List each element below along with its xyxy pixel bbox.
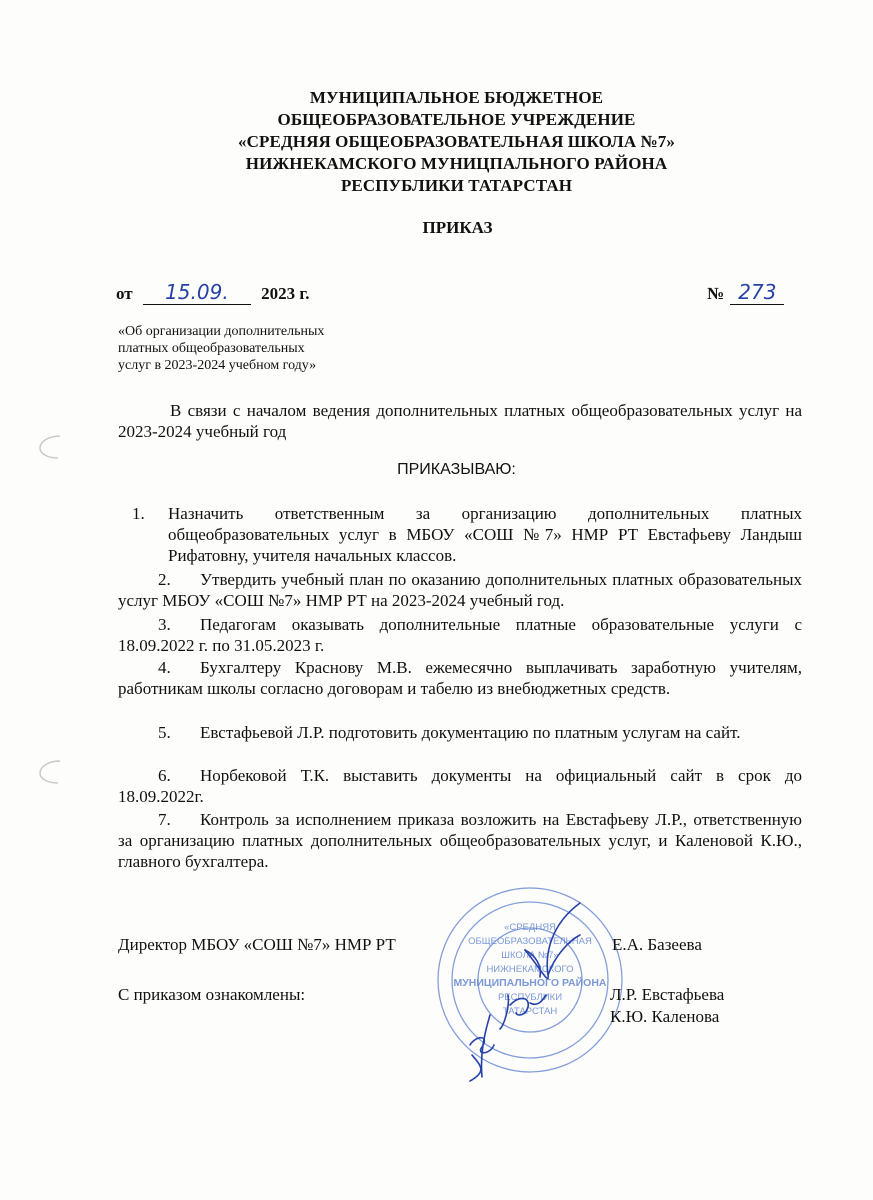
item-number: 6.	[158, 766, 171, 785]
order-item	[118, 569, 802, 611]
order-item	[118, 657, 802, 699]
order-date	[116, 282, 309, 305]
order-subject	[118, 323, 324, 374]
order-item	[118, 614, 802, 656]
item-text: Контроль за исполнением приказа возложить на Евстафьеву Л.Р., ответственную за организацию платных дополнительных общеобразовательных услуг, и Каленовой К.Ю., главного бухгалтера.	[118, 810, 802, 871]
item-text: Евстафьевой Л.Р. подготовить документацию по платным услугам на сайт.	[200, 723, 741, 742]
preamble-text: В связи с началом ведения дополнительных платных общеобразовательных услуг на 2023-2024 учебный год	[118, 401, 802, 441]
item-number: 4.	[158, 658, 171, 677]
order-item	[118, 765, 802, 807]
date-prefix: от	[116, 284, 133, 303]
header-line: МУНИЦИПАЛЬНОЕ БЮДЖЕТНОЕ	[309, 88, 604, 107]
order-number	[707, 282, 784, 305]
item-number: 7.	[158, 810, 171, 829]
handwritten-number: 273	[738, 280, 777, 304]
item-text: Норбековой Т.К. выставить документы на официальный сайт в срок до 18.09.2022г.	[118, 766, 802, 806]
item-text: Утвердить учебный план по оказанию дополнительных платных образовательных услуг МБОУ «СОШ №7» НМР РТ на 2023-2024 учебный год.	[118, 570, 802, 610]
director-signature-label: Директор МБОУ «СОШ №7» НМР РТ	[118, 935, 396, 954]
punch-hole-mark	[30, 432, 70, 462]
acknowledged-name: Л.Р. Евстафьева	[610, 985, 725, 1004]
stamp-line: ТАТАРСТАН	[502, 1006, 558, 1017]
stamp-line: РЕСПУБЛИКИ	[497, 992, 563, 1003]
order-directive	[0, 461, 873, 479]
item-text: Назначить ответственным за организацию дополнительных платных общеобразовательных услуг в МБОУ «СОШ №7» НМР РТ Евстафьеву Ландыш Рифатовну, учителя начальных классов.	[168, 504, 802, 565]
header-line: РЕСПУБЛИКИ ТАТАРСТАН	[340, 176, 573, 195]
preamble	[118, 400, 802, 442]
punch-hole-mark	[30, 757, 70, 787]
acknowledged-name: К.Ю. Каленова	[610, 1007, 720, 1026]
subject-line: услуг в 2023-2024 учебном году»	[118, 358, 317, 373]
order-item	[132, 503, 802, 566]
stamp-line: ШКОЛА №7»	[501, 950, 559, 961]
stamp-line: НИЖНЕКАМСКОГО	[486, 964, 574, 975]
stamp-line: ОБЩЕОБРАЗОВАТЕЛЬНАЯ	[468, 936, 592, 947]
stamp-line: МУНИЦИПАЛЬНОГО РАЙОНА	[453, 977, 607, 989]
handwritten-date: 15.09.	[165, 280, 229, 304]
item-number: 5.	[158, 723, 171, 742]
header-line: «СРЕДНЯЯ ОБЩЕОБРАЗОВАТЕЛЬНАЯ ШКОЛА №7»	[238, 132, 675, 151]
number-field	[730, 282, 784, 305]
organization-header	[0, 87, 873, 197]
order-item	[118, 809, 802, 872]
director-name: Е.А. Базеева	[612, 935, 702, 954]
number-prefix: №	[707, 284, 725, 303]
subject-line: платных общеобразовательных	[118, 341, 305, 356]
date-field	[143, 282, 251, 305]
item-number: 2.	[158, 570, 171, 589]
order-item	[118, 722, 802, 743]
directive-text: ПРИКАЗЫВАЮ:	[397, 461, 516, 478]
title-text: ПРИКАЗ	[422, 218, 493, 237]
item-text: Бухгалтеру Краснову М.В. ежемесячно выплачивать заработную учителям, работникам школы согласно договорам и табелю из внебюджетных средств.	[118, 658, 802, 698]
item-text: Педагогам оказывать дополнительные платные образовательные услуги с 18.09.2022 г. по 31.05.2023 г.	[118, 615, 802, 655]
subject-line: «Об организации дополнительных	[118, 324, 325, 339]
document-title	[0, 218, 873, 238]
date-year: 2023 г.	[261, 284, 310, 303]
header-line: ОБЩЕОБРАЗОВАТЕЛЬНОЕ УЧРЕЖДЕНИЕ	[277, 110, 636, 129]
item-number: 1.	[132, 504, 145, 523]
stamp-line: «СРЕДНЯЯ	[504, 922, 556, 933]
header-line: НИЖНЕКАМСКОГО МУНИЦПАЛЬНОГО РАЙОНА	[245, 154, 668, 173]
item-number: 3.	[158, 615, 171, 634]
acknowledgement-label: С приказом ознакомлены:	[118, 985, 306, 1004]
signature-scribbles	[430, 895, 610, 1085]
